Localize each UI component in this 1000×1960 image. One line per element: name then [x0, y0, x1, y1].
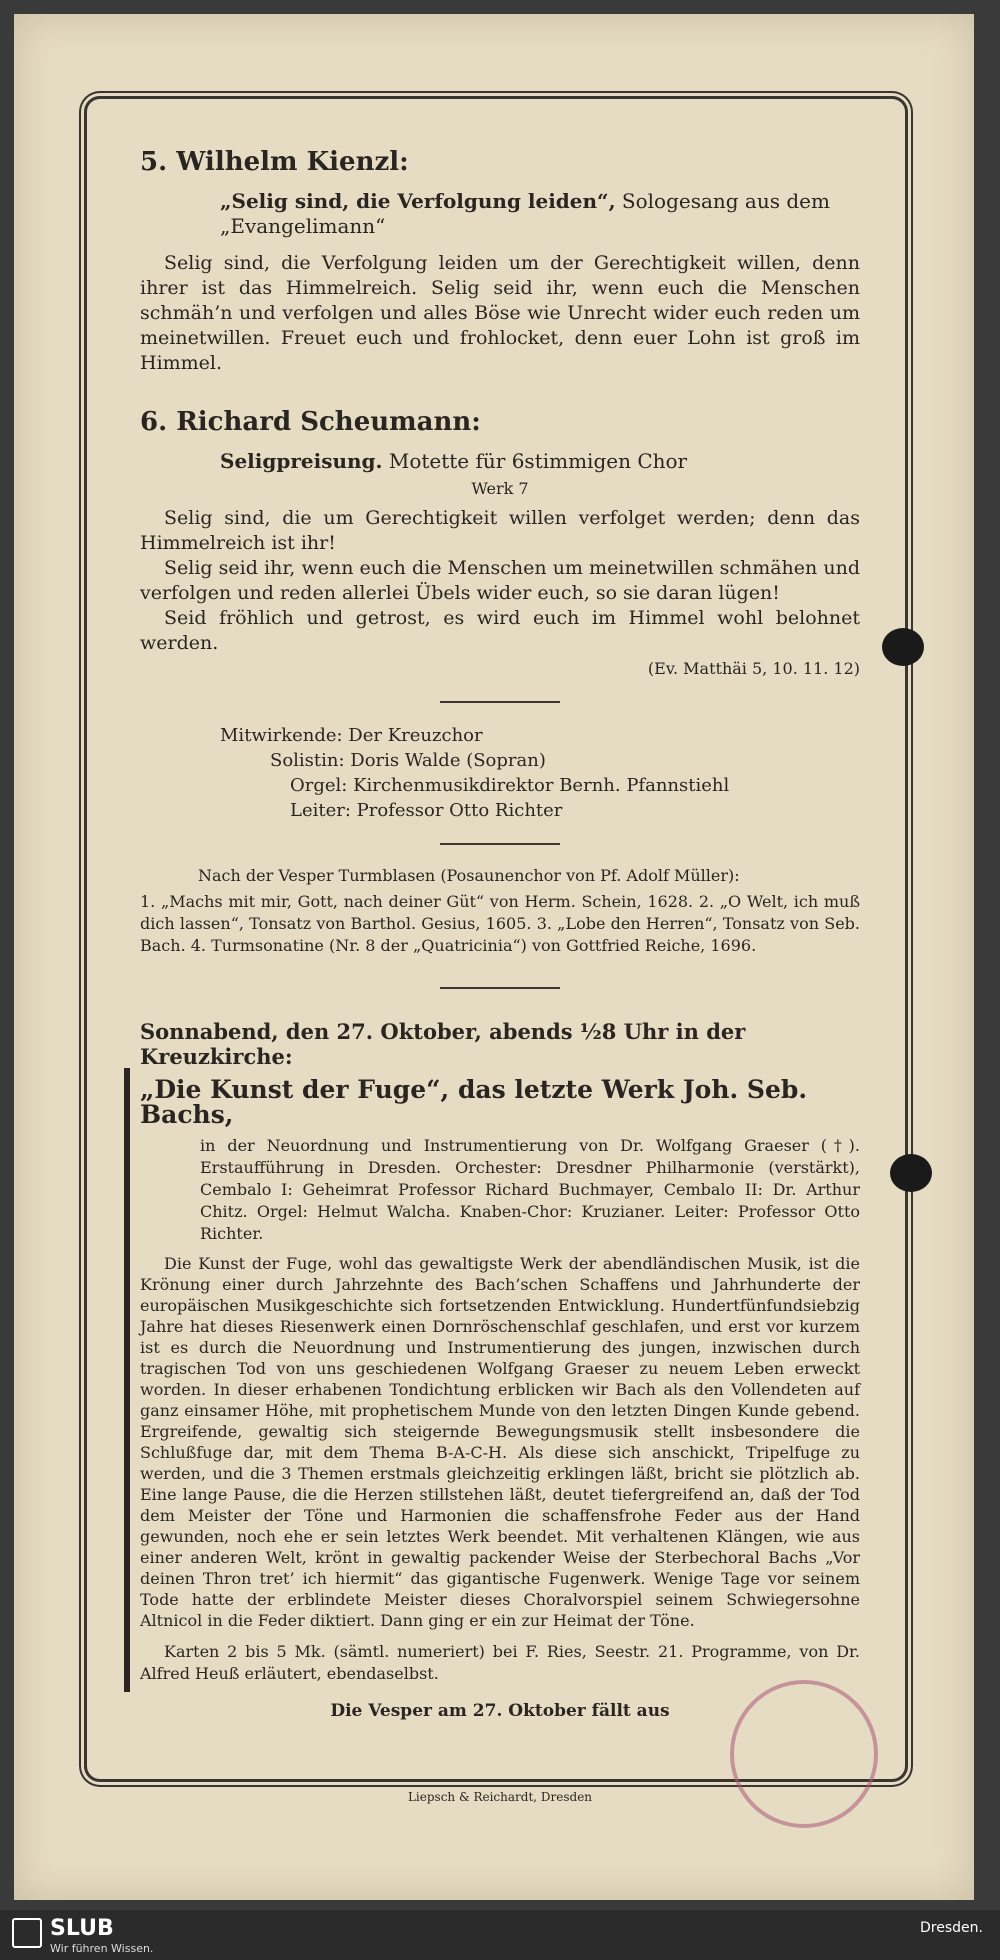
program-content: [140, 147, 860, 1724]
slub-logo-icon[interactable]: [12, 1918, 42, 1948]
section6-text3: Seid fröhlich und getrost, es wird euch im Himmel wohl belohnet werden.: [140, 607, 860, 654]
section6-opus: Werk 7: [471, 479, 529, 498]
dresden-logo[interactable]: Dresden.: [920, 1920, 983, 1936]
divider: [440, 987, 560, 989]
divider: [440, 843, 560, 845]
section5-work-title: „Selig sind, die Verfolgung leiden“,: [220, 189, 616, 213]
cast-line: Mitwirkende: Der Kreuzchor: [220, 725, 483, 746]
section6-work: [220, 449, 860, 474]
library-stamp: [730, 1680, 878, 1828]
event-details: in der Neuordnung und Instrumentierung von Dr. Wolfgang Graeser (†). Erstaufführung in Dresden. Orchester: Dresdner Philharmonie (verstärkt), Cembalo I: Geheimrat Professor Richard Buchmayer, Cembalo II: Dr. Arthur Chitz. Orgel: Helmut Walcha. Knaben-Chor: Kruzianer. Leiter: Professor Otto Richter.: [200, 1136, 860, 1243]
cast-line: Solistin: Doris Walde (Sopran): [270, 750, 546, 771]
section6-reference: (Ev. Matthäi 5, 10. 11. 12): [647, 659, 860, 678]
event-description: Die Kunst der Fuge, wohl das gewaltigste Werk der abendländischen Musik, ist die Krönung einer durch Jahrzehnte des Bach’schen Schaffens und Jahrhunderte der europäischen Musikgeschichte sich fortsetzenden Entwicklung. Hundertfünfundsiebzig Jahre hat dieses Riesenwerk einen Dornröschenschlaf geschlafen, und erst vor kurzem ist es durch die Neuordnung und Instrumentierung des jungen, inzwischen durch tragischen Tod von uns geschiedenen Wolfgang Graeser zu neuem Leben erweckt worden. In dieser erhabenen Tondichtung erblicken wir Bach als den Vollendeten auf ganz einsamer Höhe, mit prophetischem Munde von den letzten Dingen Kunde gebend. Ergreifende, gewaltig sich steigernde Bewegungsmusik stellt insbesondere die Schlußfuge dar, mit dem Thema B-A-C-H. Als diese sich anschickt, Tripelfuge zu werden, und die 3 Themen erstmals gleichzeitig erklingen läßt, bricht sie plötzlich ab. Eine lange Pause, die die Herzen stillstehen läßt, deutet tiefergreifend an, daß der Tod dem Meister der Töne und Harmonien die schaffensfrohe Feder aus der Hand gewunden, noch ehe er sein letztes Werk beendet. Mit verhaltenen Klängen, wie aus einer anderen Welt, krönt in gewaltig packender Weise der Sterbechoral Bachs „Vor deinen Thron tret’ ich hiermit“ das gigantische Fugenwerk. Wenige Tage vor seinem Tode hatte der erblindete Meister dieses Choralvorspiel seinem Schwiegersohne Altnicol in die Feder diktiert. Dann ging er ein zur Heimat der Töne.: [140, 1254, 860, 1630]
section5-heading: 5. Wilhelm Kienzl:: [140, 147, 409, 177]
slub-brand[interactable]: SLUB: [50, 1916, 114, 1941]
divider: [440, 701, 560, 703]
event-title: „Die Kunst der Fuge“, das letzte Werk Joh. Seb. Bachs,: [140, 1075, 808, 1129]
slub-tagline: Wir führen Wissen.: [50, 1942, 154, 1955]
section5-text: Selig sind, die Verfolgung leiden um der Gerechtigkeit willen, denn ihrer ist das Himmelreich. Selig seid ihr, wenn euch die Menschen schmäh’n und verfolgen und alles Böse wie Unrecht wider euch reden um meinetwillen. Freuet euch und frohlocket, denn euer Lohn ist groß im Himmel.: [140, 252, 860, 374]
section6-work-title: Seligpreisung.: [220, 449, 383, 473]
cast-list: [220, 723, 860, 823]
turmblasen-text: 1. „Machs mit mir, Gott, nach deiner Güt“ von Herm. Schein, 1628. 2. „O Welt, ich muß dich lassen“, Tonsatz von Barthol. Gesius, 1605. 3. „Lobe den Herren“, Tonsatz von Seb. Bach. 4. Turmsonatine (Nr. 8 der „Quatricinia“) von Gottfried Reiche, 1696.: [140, 892, 860, 955]
event-notice: Die Vesper am 27. Oktober fällt aus: [330, 1701, 670, 1721]
section6-work-rest: Motette für 6stimmigen Chor: [382, 449, 688, 473]
section5-work-rest: Sologesang aus dem „Evangelimann“: [220, 189, 830, 238]
event-tickets: Karten 2 bis 5 Mk. (sämtl. numeriert) bei F. Ries, Seestr. 21. Programme, von Dr. Alfred Heuß erläutert, ebendaselbst.: [140, 1642, 860, 1683]
printer-credit: Liepsch & Reichardt, Dresden: [407, 1790, 593, 1804]
event-margin-bar: [124, 1068, 130, 1692]
viewer-footer: [0, 1910, 1000, 1960]
punch-hole: [890, 1154, 932, 1192]
cast-line: Orgel: Kirchenmusikdirektor Bernh. Pfannstiehl: [290, 775, 730, 796]
section6-text2: Selig seid ihr, wenn euch die Menschen um meinetwillen schmähen und verfolgen und reden allerlei Übels wider euch, so sie daran lügen!: [140, 557, 860, 604]
section6-heading: 6. Richard Scheumann:: [140, 407, 481, 437]
event-date: Sonnabend, den 27. Oktober, abends ½8 Uhr in der Kreuzkirche:: [140, 1019, 746, 1069]
cast-line: Leiter: Professor Otto Richter: [290, 800, 563, 821]
section5-work: [220, 189, 860, 239]
turmblasen-intro: Nach der Vesper Turmblasen (Posaunenchor von Pf. Adolf Müller):: [198, 866, 740, 885]
punch-hole: [882, 628, 924, 666]
section6-text1: Selig sind, die um Gerechtigkeit willen verfolget werden; denn das Himmelreich ist ihr!: [140, 507, 860, 554]
